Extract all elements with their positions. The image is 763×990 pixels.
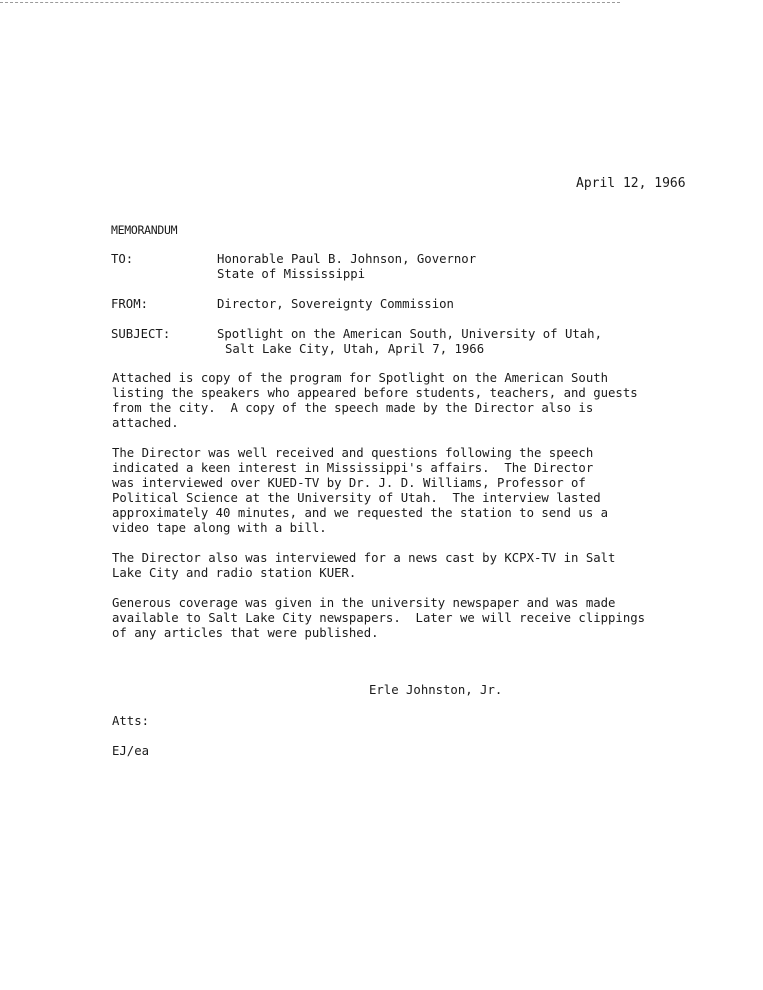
perforation-line — [0, 2, 620, 3]
paragraph-4-line-2: available to Salt Lake City newspapers. Later we will receive clippings — [112, 611, 646, 625]
to-line-1: Honorable Paul B. Johnson, Governor — [217, 252, 477, 266]
to-label: TO: — [111, 252, 134, 266]
paragraph-1-line-4: attached. — [112, 416, 179, 430]
paragraph-4-line-1: Generous coverage was given in the university newspaper and was made — [112, 596, 616, 610]
to-line-2: State of Mississippi — [217, 267, 366, 281]
signature-block: Erle Johnston, Jr. — [369, 683, 503, 697]
paragraph-2-line-6: video tape along with a bill. — [112, 521, 327, 535]
paragraph-2-line-2: indicated a keen interest in Mississippi's affairs. The Director — [112, 461, 594, 475]
subject-line-2: Salt Lake City, Utah, April 7, 1966 — [225, 342, 485, 356]
paragraph-3-line-1: The Director also was interviewed for a news cast by KCPX-TV in Salt — [112, 551, 616, 565]
from-line-1: Director, Sovereignty Commission — [217, 297, 454, 311]
paragraph-4-line-3: of any articles that were published. — [112, 626, 379, 640]
subject-label: SUBJECT: — [111, 327, 171, 341]
paragraph-1-line-1: Attached is copy of the program for Spotlight on the American South — [112, 371, 609, 385]
paragraph-2-line-3: was interviewed over KUED-TV by Dr. J. D. Williams, Professor of — [112, 476, 586, 490]
memo-heading: MEMORANDUM — [111, 223, 178, 237]
paragraph-1-line-2: listing the speakers who appeared before students, teachers, and guests — [112, 386, 638, 400]
paragraph-2-line-1: The Director was well received and questions following the speech — [112, 446, 594, 460]
attachments-note: Atts: — [112, 714, 150, 728]
subject-line-1: Spotlight on the American South, University of Utah, — [217, 327, 602, 341]
typist-initials: EJ/ea — [112, 744, 150, 758]
from-label: FROM: — [111, 297, 149, 311]
memo-date: April 12, 1966 — [576, 176, 686, 191]
paragraph-2-line-4: Political Science at the University of Utah. The interview lasted — [112, 491, 601, 505]
paragraph-1-line-3: from the city. A copy of the speech made by the Director also is — [112, 401, 594, 415]
paragraph-2-line-5: approximately 40 minutes, and we requested the station to send us a — [112, 506, 609, 520]
paragraph-3-line-2: Lake City and radio station KUER. — [112, 566, 357, 580]
